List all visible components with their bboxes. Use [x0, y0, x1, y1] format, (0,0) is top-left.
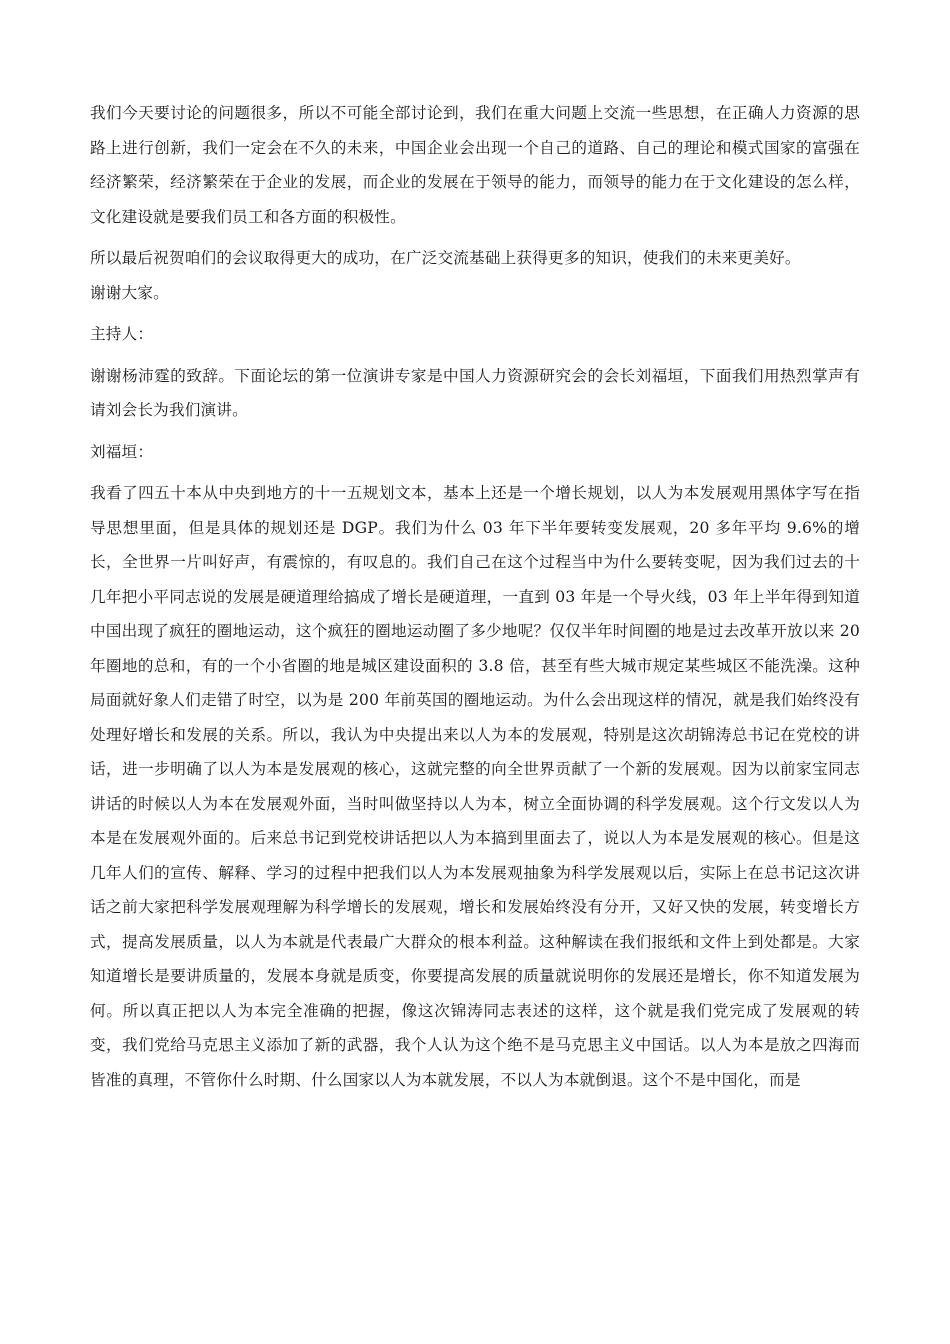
speaker-label-liu-fuyuan: 刘福垣：: [90, 442, 154, 461]
paragraph-thanks: 谢谢大家。: [90, 283, 169, 302]
speaker-label-host: 主持人：: [90, 325, 154, 343]
paragraph-closing-wishes: 所以最后祝贺咱们的会议取得更大的成功，在广泛交流基础上获得更多的知识，使我们的未来更美好。: [90, 249, 801, 267]
paragraph-opening-remarks: 我们今天要讨论的问题很多，所以不可能全部讨论到，我们在重大问题上交流一些思想，在正确人力资源的思路上进行创新，我们一定会在不久的未来，中国企业会出现一个自己的道路、自己的理论和模式国家的富强在经济繁荣，经济繁荣在于企业的发展，而企业的发展在于领导的能力，而领导的能力在于文化建设的怎么样，文化建设就是要我们员工和各方面的积极性。: [90, 104, 860, 226]
document-body: [90, 96, 860, 1104]
paragraph-speech-body: 我看了四五十本从中央到地方的十一五规划文本，基本上还是一个增长规划，以人为本发展观用黑体字写在指导思想里面，但是具体的规划还是 DGP。我们为什么 03 年下半年要转变发展观，20 多年平均 9.6%的增长，全世界一片叫好声，有震惊的，有叹息的。我们自己在这个过程当中为什么要转变呢，因为我们过去的十几年把小平同志说的发展是硬道理给搞成了增长是硬道理，一直到 03 年是一个导火线，03 年上半年得到知道中国出现了疯狂的圈地运动，这个疯狂的圈地运动圈了多少地呢？仅仅半年时间圈的地是过去改革开放以来 20 年圈地的总和，有的一个小省圈的地是城区建设面积的 3.8 倍，甚至有些大城市规定某些城区不能洗澡。这种局面就好象人们走错了时空，以为是 200 年前英国的圈地运动。为什么会出现这样的情况，就是我们始终没有处理好增长和发展的关系。所以，我认为中央提出来以人为本的发展观，特别是这次胡锦涛总书记在党校的讲话，进一步明确了以人为本是发展观的核心，这就完整的向全世界贡献了一个新的发展观。因为以前家宝同志讲话的时候以人为本在发展观外面，当时叫做坚持以人为本，树立全面协调的科学发展观。这个行文发以人为本是在发展观外面的。后来总书记到党校讲话把以人为本搞到里面去了，说以人为本是发展观的核心。但是这几年人们的宣传、解释、学习的过程中把我们以人为本发展观抽象为科学发展观以后，实际上在总书记这次讲话之前大家把科学发展观理解为科学增长的发展观，增长和发展始终没有分开，又好又快的发展，转变增长方式，提高发展质量，以人为本就是代表最广大群众的根本利益。这种解读在我们报纸和文件上到处都是。大家知道增长是要讲质量的，发展本身就是质变，你要提高发展的质量就说明你的发展还是增长，你不知道发展为何。所以真正把以人为本完全准确的把握，像这次锦涛同志表述的这样，这个就是我们党完成了发展观的转变，我们党给马克思主义添加了新的武器，我个人认为这个绝不是马克思主义中国话。以人为本是放之四海而皆准的真理，不管你什么时期、什么国家以人为本就发展，不以人为本就倒退。这个不是中国化，而是: [90, 484, 860, 1089]
paragraph-host-introduction: 谢谢杨沛霆的致辞。下面论坛的第一位演讲专家是中国人力资源研究会的会长刘福垣，下面我们用热烈掌声有请刘会长为我们演讲。: [90, 366, 860, 419]
